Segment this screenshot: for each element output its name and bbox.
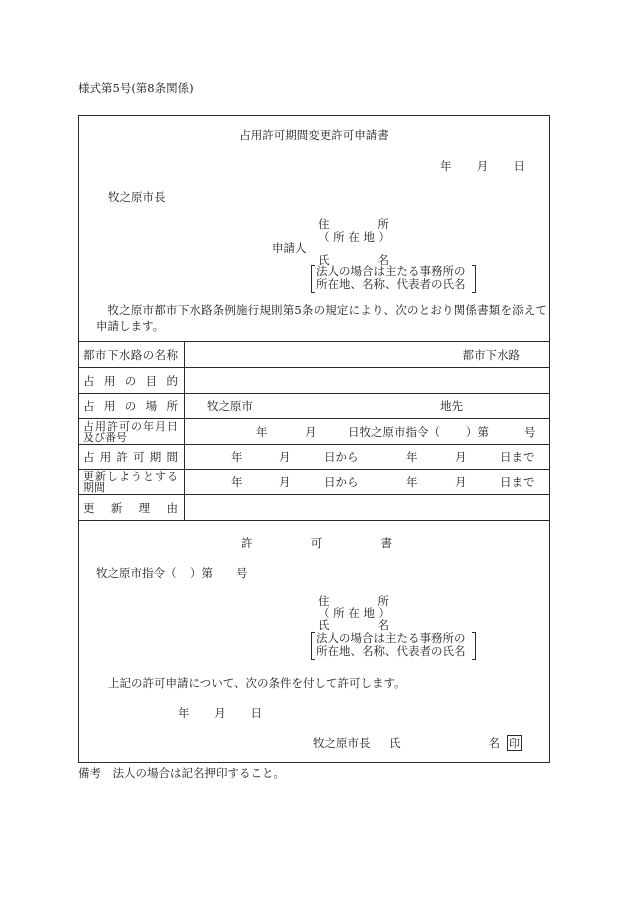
note-line: 所在地、名称、代表者の氏名 (316, 644, 466, 658)
row-label-text: 及び番号 (83, 430, 127, 444)
glyph: し (107, 470, 118, 483)
glyph: 水 (118, 347, 131, 362)
glyph: 所 (333, 606, 345, 620)
application-statement: 牧之原市都市下水路条例施行規則第5条の規定により、次のとおり関係書類を添えて申請します。 (96, 303, 547, 333)
row-label-text (83, 400, 178, 412)
row-value (185, 342, 550, 367)
glyph: と (143, 470, 154, 483)
glyph: 氏 (318, 618, 330, 632)
glyph: す (155, 470, 166, 483)
row-value (185, 368, 550, 393)
applicant-corporate-note (311, 265, 476, 293)
glyph: る (167, 470, 178, 483)
row-label (78, 495, 185, 520)
value-part: 日から (324, 450, 359, 464)
glyph: よ (119, 470, 130, 483)
seal-mark: 印 (509, 736, 520, 750)
glyph: 称 (166, 347, 178, 362)
value-part: 牧之原市 (207, 399, 253, 413)
glyph: 用 (103, 399, 116, 413)
glyph: 月 (214, 706, 226, 720)
value-part: 年 (406, 475, 418, 489)
row-label-text (83, 375, 178, 387)
value-part: 号 (524, 424, 536, 439)
glyph: 市 (94, 347, 107, 362)
row-label-text: 期間 (83, 481, 105, 494)
glyph: 所 (377, 217, 389, 231)
glyph: 住 (318, 594, 330, 608)
note-line: 法人の場合は主たる事務所の (316, 631, 466, 645)
form-title: 占用許可期間変更許可申請書 (239, 128, 389, 142)
glyph: （ (318, 606, 330, 620)
glyph: 用 (99, 450, 112, 464)
glyph: 新 (110, 500, 123, 515)
remarks: 備考 法人の場合は記名押印すること。 (78, 766, 285, 780)
glyph: 年 (178, 706, 190, 720)
permit-title (241, 537, 392, 549)
glyph: 的 (166, 373, 178, 388)
glyph: 占 (83, 373, 95, 388)
row-value (185, 495, 550, 520)
value-part: 日まで (500, 450, 535, 464)
glyph: 由 (166, 500, 178, 515)
glyph: 間 (166, 450, 178, 464)
glyph: 年 (440, 159, 452, 173)
row-label-text (83, 502, 178, 514)
glyph: の (131, 419, 142, 433)
glyph: 名 (488, 736, 500, 750)
value-part: 月 (455, 475, 467, 489)
value-part: 年 (231, 450, 243, 464)
glyph: 路 (130, 347, 143, 362)
row-label (78, 342, 185, 367)
applicant-role-label: 申請人 (272, 241, 307, 255)
note-line: 法人の場合は主たる事務所の (316, 264, 466, 278)
glyph: 氏 (389, 736, 401, 750)
row-value (185, 419, 550, 444)
glyph: の (142, 347, 155, 362)
glyph: 占 (83, 399, 95, 413)
glyph: 所 (377, 594, 389, 608)
permit-date (178, 707, 262, 719)
table-row (78, 418, 550, 444)
permit-directive-part: ）第 (190, 566, 213, 580)
table-row (78, 393, 550, 418)
permit-name-label (318, 619, 389, 631)
glyph: 地 (363, 606, 375, 620)
glyph: 場 (145, 399, 158, 413)
value-part: 日から (324, 475, 359, 489)
glyph: 目 (145, 373, 158, 388)
glyph: 月 (476, 159, 489, 173)
glyph: 名 (377, 618, 389, 632)
glyph: 可 (310, 536, 323, 550)
row-label (78, 368, 185, 393)
glyph: 書 (380, 536, 392, 550)
glyph: 氏 (318, 253, 330, 267)
glyph: 更 (83, 470, 94, 483)
row-label (78, 470, 185, 494)
glyph: （ (318, 230, 330, 244)
glyph: 新 (95, 470, 106, 483)
permit-directive-part: 号 (236, 566, 248, 580)
value-part: 年 (406, 450, 418, 464)
permit-directive-part: 牧之原市指令（ (96, 566, 177, 580)
value-part: 年 (231, 475, 243, 489)
table-row (78, 444, 550, 469)
value-part: 月 (279, 475, 291, 489)
glyph: 占 (83, 419, 94, 433)
value-part: 日牧之原市指令（ (348, 424, 440, 439)
glyph: 在 (348, 230, 360, 244)
row-value (185, 445, 550, 469)
glyph: 可 (133, 450, 145, 464)
value-part: 年 (256, 424, 268, 439)
glyph: の (124, 399, 137, 413)
row-label (78, 419, 185, 444)
permit-statement: 上記の許可申請について、次の条件を付して許可します。 (108, 676, 406, 690)
value-part: 日まで (500, 475, 535, 489)
form-number: 様式第5号(第8条関係) (78, 81, 194, 95)
row-label (78, 394, 185, 418)
permit-signatory: 牧之原市長 (313, 736, 371, 750)
glyph: 許 (241, 536, 253, 550)
glyph: 都 (83, 347, 95, 362)
table-row (78, 341, 550, 367)
glyph: 日 (167, 419, 178, 433)
value-part: 月 (279, 450, 291, 464)
glyph: 月 (155, 419, 166, 433)
glyph: 用 (95, 419, 106, 433)
note-line: 所在地、名称、代表者の氏名 (316, 277, 466, 291)
table-row (78, 494, 550, 520)
table-row (78, 469, 550, 494)
glyph: 日 (250, 706, 262, 720)
glyph: 所 (166, 399, 178, 413)
value-part: 月 (305, 424, 317, 439)
glyph: ） (378, 230, 390, 244)
glyph: ） (378, 606, 390, 620)
row-value (185, 394, 550, 418)
glyph: 所 (333, 230, 345, 244)
glyph: 在 (348, 606, 360, 620)
table-row (78, 367, 550, 393)
glyph: の (124, 373, 137, 388)
glyph: 名 (377, 253, 389, 267)
row-label-text (83, 451, 178, 463)
glyph: 占 (83, 450, 95, 464)
glyph: 理 (138, 500, 151, 515)
value-part: 地先 (440, 399, 463, 413)
glyph: 可 (119, 419, 130, 433)
glyph: 許 (116, 450, 128, 464)
value-part: ）第 (466, 424, 489, 439)
row-label-text (83, 349, 178, 361)
glyph: 住 (318, 217, 330, 231)
glyph: 許 (107, 419, 118, 433)
applicant-address-label (318, 218, 389, 230)
glyph: 期 (149, 450, 162, 464)
permit-corporate-note (311, 632, 476, 660)
glyph: 地 (363, 230, 375, 244)
row-value (185, 470, 550, 494)
row-label-text (83, 421, 178, 432)
glyph: 日 (513, 159, 525, 173)
glyph: 用 (103, 373, 116, 388)
application-date (440, 160, 525, 172)
details-table (78, 341, 550, 521)
value-part: 都市下水路 (462, 347, 520, 362)
applicant-address-sub-label (318, 231, 390, 243)
glyph: 名 (154, 347, 167, 362)
row-label (78, 445, 185, 469)
glyph: う (131, 470, 142, 483)
permit-signatory-name-label (389, 737, 500, 749)
glyph: 下 (106, 347, 119, 362)
addressee: 牧之原市長 (108, 190, 166, 204)
glyph: 年 (143, 419, 154, 433)
glyph: 更 (83, 500, 95, 515)
value-part: 月 (455, 450, 467, 464)
